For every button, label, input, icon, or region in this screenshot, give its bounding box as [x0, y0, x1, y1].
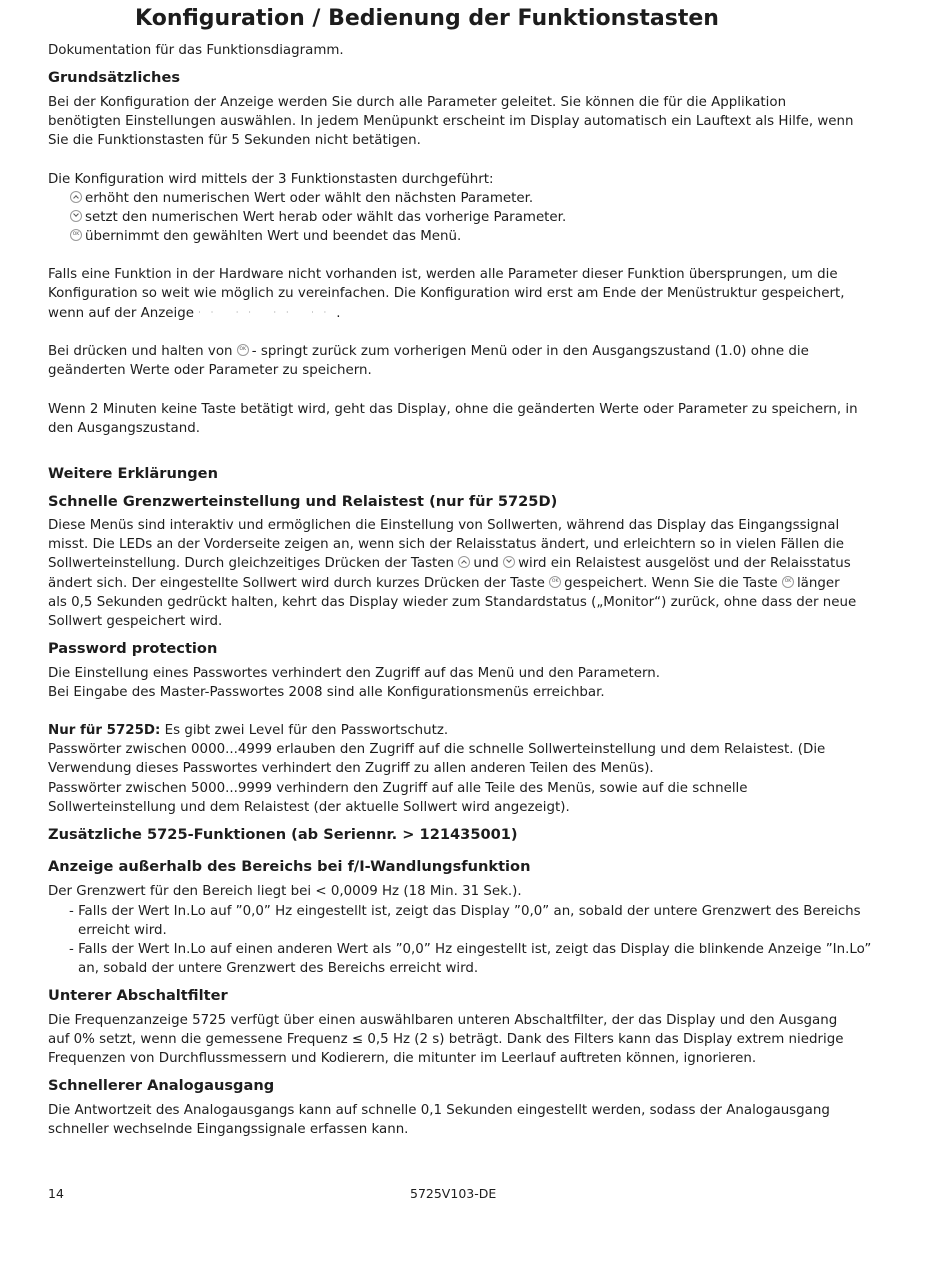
anzeige-paragraph: Der Grenzwert für den Bereich liegt bei < 0,0009 Hz (18 Min. 31 Sek.). — [48, 884, 522, 899]
page-number: 14 — [48, 1186, 64, 1201]
section-heading-weitere: Weitere Erklärungen — [48, 465, 218, 482]
password-paragraph-5: Passwörter zwischen 5000...9999 verhindern den Zugriff auf alle Teile des Menüs, sowie auf die schnelle Sollwerteinstellung und dem Relaistest (der aktuelle Sollwert wird angezeigt). — [48, 781, 748, 816]
weitere-text-e: länger als 0,5 Sekunden gedrückt halten, kehrt das Display wieder zum Standardstatus („Monitor“) zurück, ohne dass der neue Sollwert gespeichert wird. — [48, 575, 857, 630]
ok-key-icon — [70, 229, 82, 241]
section-heading-zusatz: Zusätzliche 5725-Funktionen (ab Seriennr. > 121435001) — [48, 826, 518, 843]
grund-paragraph-5: Wenn 2 Minuten keine Taste betätigt wird, geht das Display, ohne die geänderten Werte oder Parameter zu speichern, in den Ausgangszustand. — [48, 402, 858, 437]
weitere-text-d: gespeichert. Wenn Sie die Taste — [564, 575, 778, 591]
section-heading-filter: Unterer Abschaltfilter — [48, 987, 228, 1004]
section-heading-anzeige: Anzeige außerhalb des Bereichs bei f/I-Wandlungsfunktion — [48, 858, 531, 875]
password-paragraph-4: Passwörter zwischen 0000...4999 erlauben den Zugriff auf die schnelle Sollwerteinstellung und dem Relaistest. (Die Verwendung dieses Passwortes verhindert den Zugriff zu allen anderen Teilen des Menüs). — [48, 742, 826, 777]
analog-paragraph: Die Antwortzeit des Analogausgangs kann auf schnelle 0,1 Sekunden eingestellt werden, sodass der Analogausgang schneller wechselnde Eingangssignale erfassen kann. — [48, 1103, 830, 1138]
grund-paragraph-2: Die Konfiguration wird mittels der 3 Funktionstasten durchgeführt: — [48, 172, 494, 187]
grund-paragraph-3: Falls eine Funktion in der Hardware nicht vorhanden ist, werden alle Parameter dieser Funktion übersprungen, um die Konfiguration so weit wie möglich zu vereinfachen. Die Konfiguration wird erst am Ende der Menüstruktur gespeichert, wenn auf der Anzeige ·· ·· ·· ··. — [48, 267, 845, 322]
intro-text: Dokumentation für das Funktionsdiagramm. — [48, 43, 344, 58]
anzeige-list-item: - Falls der Wert In.Lo auf einen anderen Wert als ”0,0” Hz eingestellt ist, zeigt das Display die blinkende Anzeige ”In.Lo” an, sobald der untere Grenzwert des Bereichs erreicht wird. — [69, 942, 872, 977]
weitere-paragraph — [48, 516, 858, 631]
weitere-text-c: wird ein Relaistest ausgelöst und der Relaisstatus ändert sich. Der eingestellte Sollwert wird durch kurzes Drücken der Taste — [48, 556, 851, 591]
grund-paragraph-4-text-a: Bei drücken und halten von — [48, 344, 233, 359]
display-dots-indicator: ·· ·· ·· ·· — [198, 308, 337, 318]
password-paragraph-1: Die Einstellung eines Passwortes verhindert den Zugriff auf das Menü und den Parametern. — [48, 666, 660, 681]
key-up-description: erhöht den numerischen Wert oder wählt den nächsten Parameter. — [85, 191, 534, 206]
anzeige-list-item: - Falls der Wert In.Lo auf ”0,0” Hz eingestellt ist, zeigt das Display ”0,0” an, sobald der untere Grenzwert des Bereichs erreicht wird. — [69, 904, 861, 939]
section-heading-analog: Schnellerer Analogausgang — [48, 1077, 275, 1094]
grund-paragraph-3-text: Falls eine Funktion in der Hardware nicht vorhanden ist, werden alle Parameter dieser Funktion übersprungen, um die Konfiguration so weit wie möglich zu vereinfachen. Die Konfiguration wird erst am Ende der Menüstruktur gespeichert, wenn auf der Anzeige — [48, 267, 845, 322]
password-level-label: Nur für 5725D: — [48, 723, 161, 738]
grund-paragraph-1: Bei der Konfiguration der Anzeige werden Sie durch alle Parameter geleitet. Sie können die für die Applikation benötigten Einstellungen auswählen. In jedem Menüpunkt erscheint im Display automatisch ein Lauftext als Hilfe, wenn Sie die Funktionstasten für 5 Sekunden nicht betätigen. — [48, 95, 854, 149]
weitere-text-b: und — [473, 556, 499, 572]
key-down-description: setzt den numerischen Wert herab oder wählt das vorherige Parameter. — [85, 210, 567, 225]
grund-paragraph-4-text-b: - springt zurück zum vorherigen Menü oder in den Ausgangszustand (1.0) ohne die geänderten Werte oder Parameter zu speichern. — [48, 344, 809, 379]
key-list-item — [48, 189, 880, 208]
password-paragraph-3 — [48, 721, 858, 740]
filter-paragraph: Die Frequenzanzeige 5725 verfügt über einen auswählbaren unteren Abschaltfilter, der das Display und den Ausgang auf 0% setzt, wenn die gemessene Frequenz ≤ 0,5 Hz (2 s) beträgt. Dank des Filters kann das Display extrem niedrige Frequenzen von Durchflussmessern und Kodierern, die mitunter im Leerlauf auftreten können, ignorieren. — [48, 1013, 844, 1067]
arrow-down-key-icon — [70, 210, 82, 222]
key-list-item — [48, 208, 880, 227]
section-heading-grundsaetzliches: Grundsätzliches — [48, 69, 181, 86]
section-heading-password: Password protection — [48, 640, 218, 657]
arrow-up-key-icon — [70, 191, 82, 203]
key-ok-description: übernimmt den gewählten Wert und beendet das Menü. — [85, 229, 462, 244]
password-paragraph-2: Bei Eingabe des Master-Passwortes 2008 sind alle Konfigurationsmenüs erreichbar. — [48, 685, 605, 700]
ok-key-icon — [549, 576, 561, 588]
ok-key-icon — [237, 344, 249, 356]
weitere-text-a: Diese Menüs sind interaktiv und ermöglichen die Einstellung von Sollwerten, während das Display das Eingangssignal misst. Die LEDs an der Vorderseite zeigen an, wenn sich der Relaisstatus ändert, und erleichtern so in vielen Fällen die Sollwerteinstellung. Durch gleichzeitiges Drücken der Tasten — [48, 518, 845, 572]
page-title: Konfiguration / Bedienung der Funktionstasten — [135, 6, 719, 31]
key-list-item — [48, 227, 880, 246]
password-level-text: Es gibt zwei Level für den Passwortschutz. — [164, 723, 449, 738]
section-heading-grenzwert: Schnelle Grenzwerteinstellung und Relaistest (nur für 5725D) — [48, 493, 558, 510]
arrow-down-key-icon — [503, 556, 515, 568]
document-id: 5725V103-DE — [410, 1186, 497, 1201]
arrow-up-key-icon — [458, 556, 470, 568]
grund-paragraph-4 — [48, 342, 858, 380]
ok-key-icon — [782, 576, 794, 588]
